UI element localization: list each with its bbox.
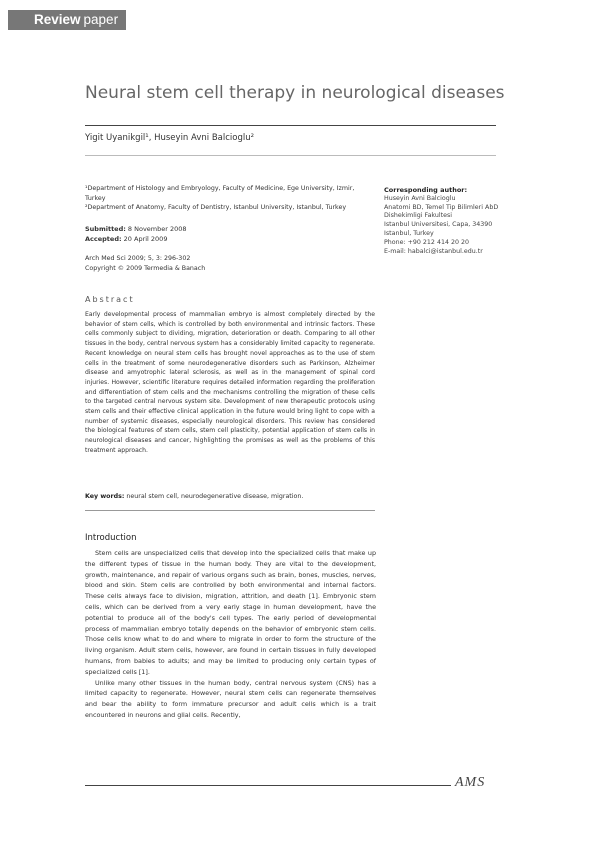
corr-name: Huseyin Avni Balcioglu — [384, 194, 456, 202]
logo-text: AMS — [455, 775, 486, 790]
corr-faculty: Dishekimligi Fakultesi — [384, 212, 452, 220]
corr-phone: Phone: +90 212 414 20 20 — [384, 238, 469, 246]
citation-block — [85, 254, 375, 273]
article-dates — [85, 225, 375, 244]
accepted-label: Accepted: — [85, 234, 122, 243]
submitted-date: 8 November 2008 — [127, 225, 187, 233]
footer-rule — [85, 785, 451, 786]
copyright-line: Copyright © 2009 Termedia & Banach — [85, 264, 206, 272]
corr-city: Istanbul, Turkey — [384, 229, 434, 237]
affiliations — [85, 184, 375, 213]
title-divider — [85, 125, 496, 126]
introduction-heading: Introduction — [85, 533, 137, 543]
keywords-divider — [85, 510, 375, 511]
abstract-heading: Abstract — [85, 295, 135, 304]
article-type-badge — [8, 10, 126, 30]
abstract-text: Early developmental process of mammalian embryo is almost completely directed by the behavior of stem cells, which is controlled by both environmental and intrinsic factors. These cells commonly subject to dividing, migration, deterioration or death. Comparing to all other tissues in the body, central nervous system has a considerably limited capacity to regenerate. Recent knowledge on neural stem cells has brought novel approaches as to the use of stem cells in the treatment of some neurodegenerative disorders such as Parkinson, Alzheimer disease and amyotrophic lateral sclerosis, as well as in the management of spinal cord injuries. However, scientific literature requires detailed information regarding the proliferation and differentiation of stem cells and the mechanisms controlling the migration of these cells to the targeted central nervous system site. Development of new therapeutic protocols using stem cells and their effective clinical application in the future would bring light to cope with a number of systemic diseases, especially neurological disorders. This review has considered the biological features of stem cells, stem cell plasticity, potential application of stem cells in neurological diseases and cancer, highlighting the promises as well as the problems of this treatment approach. — [85, 311, 375, 454]
keywords — [85, 493, 375, 500]
keywords-text: neural stem cell, neurodegenerative disease, migration. — [126, 493, 304, 500]
badge-normal-text: paper — [83, 12, 119, 27]
keywords-label: Key words: — [85, 493, 125, 500]
corresponding-author-heading: Corresponding author: — [384, 186, 468, 194]
introduction-body — [85, 548, 376, 721]
journal-logo — [455, 775, 485, 791]
corr-university: Istanbul Universitesi, Capa, 34390 — [384, 221, 493, 229]
authors-divider — [85, 155, 496, 156]
author-list: Yigit Uyanikgil¹, Huseyin Avni Balcioglu² — [85, 133, 255, 143]
paragraph: Unlike many other tissues in the human body, central nervous system (CNS) has a limited capacity to regenerate. However, neural stem cells can regenerate themselves and bear the ability to form immature precursor and adult cells which is a trait encountered in neurons and glial cells. Recently, — [85, 678, 376, 719]
accepted-date: 20 April 2009 — [123, 234, 168, 243]
paragraph: Stem cells are unspecialized cells that develop into the specialized cells that make up the different types of tissue in the human body. They are vital to the development, growth, maintenance, and repair of various organs such as brain, bones, muscles, nerves, blood and skin. Stem cells are controlled by both environmental and internal factors. These cells always face to division, migration, attrition, and death [1]. Embryonic stem cells, which can be derived from a very early stage in human development, have the potential to produce all of the body's cell types. The early period of developmental process of mammalian embryo totally depends on the behavior of embryonic stem cells. Those cells know what to do and where to migrate in order to form the structure of the living organism. Adult stem cells, however, are found in certain tissues in fully developed humans, from babies to adults; and may be limited to producing only certain types of specialized cells [1]. — [85, 549, 376, 676]
citation-line: Arch Med Sci 2009; 5, 3: 296-302 — [85, 255, 191, 262]
affiliation-2: ²Department of Anatomy, Faculty of Dentistry, Istanbul University, Istanbul, Turkey — [85, 204, 347, 211]
corr-department: Anatomi BD, Temel Tip Bilimleri AbD — [384, 203, 499, 211]
corresponding-author — [384, 186, 534, 256]
corr-email: E-mail: habalci@istanbul.edu.tr — [384, 247, 483, 255]
submitted-label: Submitted: — [85, 225, 126, 233]
badge-bold-text: Review — [34, 12, 81, 27]
article-title: Neural stem cell therapy in neurological diseases — [85, 83, 505, 103]
affiliation-1: ¹Department of Histology and Embryology, Faculty of Medicine, Ege University, Izmir, Turkey — [85, 185, 355, 202]
